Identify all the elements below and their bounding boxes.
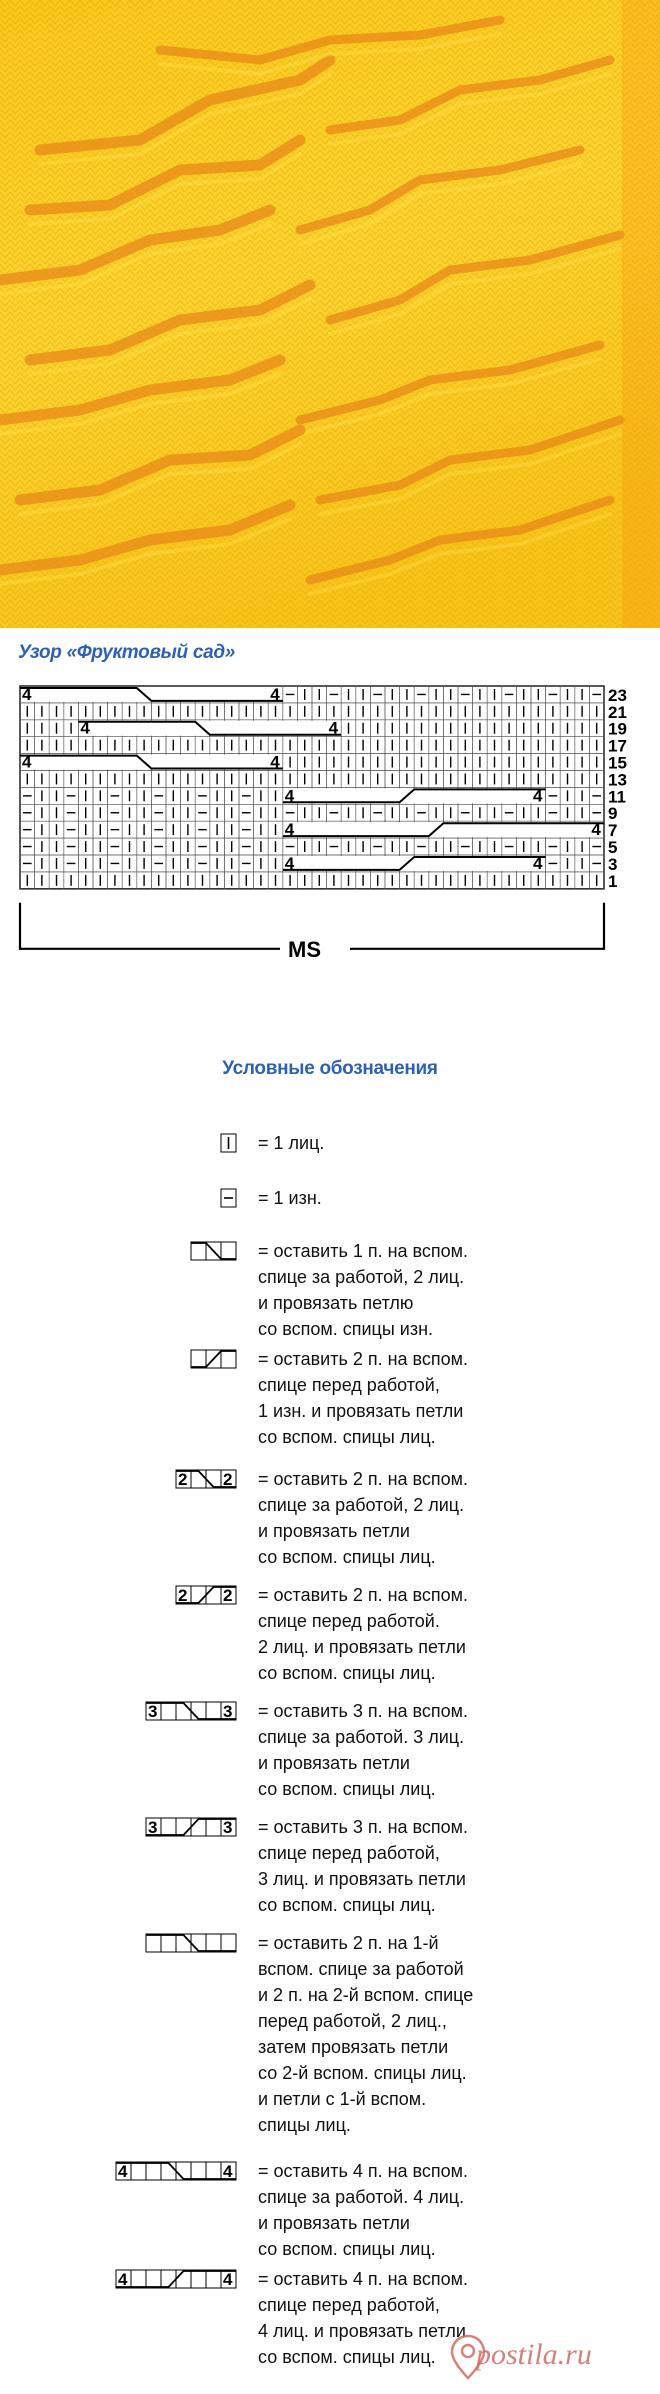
legend-cell (131, 2162, 146, 2180)
knit-sample-photo (0, 0, 660, 628)
legend-count: 2 (223, 1470, 233, 1489)
watermark (448, 2330, 660, 2386)
legend-description: = оставить 3 п. на вспом. спице за работой. 3 лиц. и провязать петли со вспом. спицы лиц. (258, 1701, 469, 1799)
legend-cell (146, 1934, 161, 1952)
legend-cell (161, 1934, 176, 1952)
legend-cell (206, 2162, 221, 2180)
cable-count: 4 (284, 853, 295, 873)
legend-cell (206, 1702, 221, 1720)
legend-symbol (144, 1700, 238, 1722)
legend-description: = 1 изн. (258, 1188, 322, 1208)
legend-symbol (189, 1348, 238, 1370)
legend-cell (161, 2270, 176, 2288)
row-number: 3 (608, 854, 618, 874)
legend-count: 2 (223, 1586, 233, 1605)
legend-symbol (114, 2160, 238, 2182)
knit-texture-image (0, 0, 660, 628)
legend-cell (191, 1242, 206, 1260)
legend-title: Условные обозначения (222, 1058, 438, 1079)
cable-count: 4 (80, 718, 90, 738)
legend-cell (206, 1470, 221, 1488)
repeat-label: MS (288, 936, 321, 962)
legend-description: = оставить 3 п. на вспом. спице перед работой, 3 лиц. и провязать петли со вспом. спицы лиц. (258, 1817, 469, 1915)
legend-cell (176, 1934, 191, 1952)
cable-count: 4 (22, 684, 32, 704)
row-number: 15 (608, 753, 627, 773)
row-number: 19 (608, 719, 627, 739)
watermark-text: postila.ru (476, 2338, 592, 2371)
legend-cell (176, 2270, 191, 2288)
legend-cell (221, 1350, 236, 1368)
cable-count: 4 (328, 718, 339, 738)
legend-description: = оставить 2 п. на вспом. спице за работой, 2 лиц. и провязать петли со вспом. спицы лиц. (258, 1469, 469, 1567)
legend-cell (206, 1934, 221, 1952)
legend-cell (161, 1818, 176, 1836)
cable-count: 4 (22, 752, 32, 772)
legend-cell (206, 1818, 221, 1836)
legend-symbol (144, 1932, 238, 1954)
knitting-chart (0, 678, 660, 1038)
row-number: 5 (608, 838, 618, 857)
cable-count: 4 (533, 853, 543, 873)
legend-cell (176, 1702, 191, 1720)
legend-cell (191, 1350, 206, 1368)
legend-count: 3 (223, 1702, 233, 1721)
legend-cell (131, 2270, 146, 2288)
legend-count: 2 (178, 1470, 188, 1489)
cable-count: 4 (591, 820, 601, 840)
legend-cell (176, 1818, 191, 1836)
legend-description: = оставить 4 п. на вспом. спице за работой. 4 лиц. и провязать петли со вспом. спицы лиц. (258, 2161, 469, 2259)
legend-symbol (189, 1240, 238, 1262)
legend-symbol (114, 2268, 238, 2290)
legend-count: 3 (148, 1702, 158, 1721)
cable-count: 4 (284, 786, 295, 806)
legend-count: 4 (223, 2162, 233, 2181)
legend-description: = оставить 2 п. на вспом. спице перед работой, 1 изн. и провязать петли со вспом. спицы лиц. (258, 1349, 469, 1447)
row-number: 9 (608, 804, 618, 824)
legend-cell (221, 1242, 236, 1260)
legend-cell (191, 1818, 206, 1836)
legend-symbol (174, 1584, 238, 1606)
legend-cell (206, 1586, 221, 1604)
legend-cell (146, 2270, 161, 2288)
legend-count: 2 (178, 1586, 188, 1605)
cable-count: 4 (284, 820, 295, 840)
legend-symbol (219, 1187, 238, 1209)
legend-symbol (144, 1816, 238, 1838)
legend-symbol (219, 1132, 238, 1154)
legend-cell (161, 2162, 176, 2180)
row-number: 17 (608, 736, 627, 756)
legend-cell (146, 2162, 161, 2180)
legend-cell (191, 2270, 206, 2288)
legend-cell (206, 2270, 221, 2288)
legend-description: = 1 лиц. (258, 1133, 325, 1153)
legend-count: 4 (223, 2270, 233, 2289)
legend-cell (221, 1934, 236, 1952)
legend-cell (191, 1934, 206, 1952)
legend-count: 3 (223, 1818, 233, 1837)
legend-cell (191, 1702, 206, 1720)
legend-cell (191, 2162, 206, 2180)
pattern-title: Узор «Фруктовый сад» (18, 642, 236, 663)
chart-grid (0, 678, 660, 1038)
legend-description: = оставить 2 п. на 1-й вспом. спице за работой и 2 п. на 2-й вспом. спице перед работой, 2 лиц., затем провязать петли со 2-й вспом. спицы лиц. и петли с 1-й вспом. спицы лиц. (258, 1933, 474, 2135)
legend-description: = оставить 2 п. на вспом. спице перед работой. 2 лиц. и провязать петли со вспом. спицы лиц. (258, 1585, 469, 1683)
legend-description: = оставить 4 п. на вспом. спице перед работой, 4 лиц. и провязать петли со вспом. спицы лиц. (258, 2269, 469, 2367)
cable-count: 4 (270, 752, 280, 772)
legend-count: 4 (118, 2162, 128, 2181)
row-number: 1 (608, 871, 618, 891)
row-number: 21 (608, 702, 627, 722)
repeat-bracket-left (20, 903, 280, 949)
legend-symbol (174, 1468, 238, 1490)
legend-description: = оставить 1 п. на вспом. спице за работой, 2 лиц. и провязать петлю со вспом. спицы изн. (258, 1241, 469, 1339)
legend-count: 3 (148, 1818, 158, 1837)
cable-count: 4 (270, 684, 280, 704)
row-number: 11 (608, 787, 626, 807)
row-number: 23 (608, 685, 627, 705)
legend-cell (191, 1470, 206, 1488)
repeat-bracket-right (350, 903, 604, 949)
cable-count: 4 (533, 786, 543, 806)
legend-count: 4 (118, 2270, 128, 2289)
legend-cell (176, 2162, 191, 2180)
legend-cell (161, 1702, 176, 1720)
legend-cell (191, 1586, 206, 1604)
row-number: 7 (608, 821, 618, 841)
row-number: 13 (608, 770, 627, 790)
